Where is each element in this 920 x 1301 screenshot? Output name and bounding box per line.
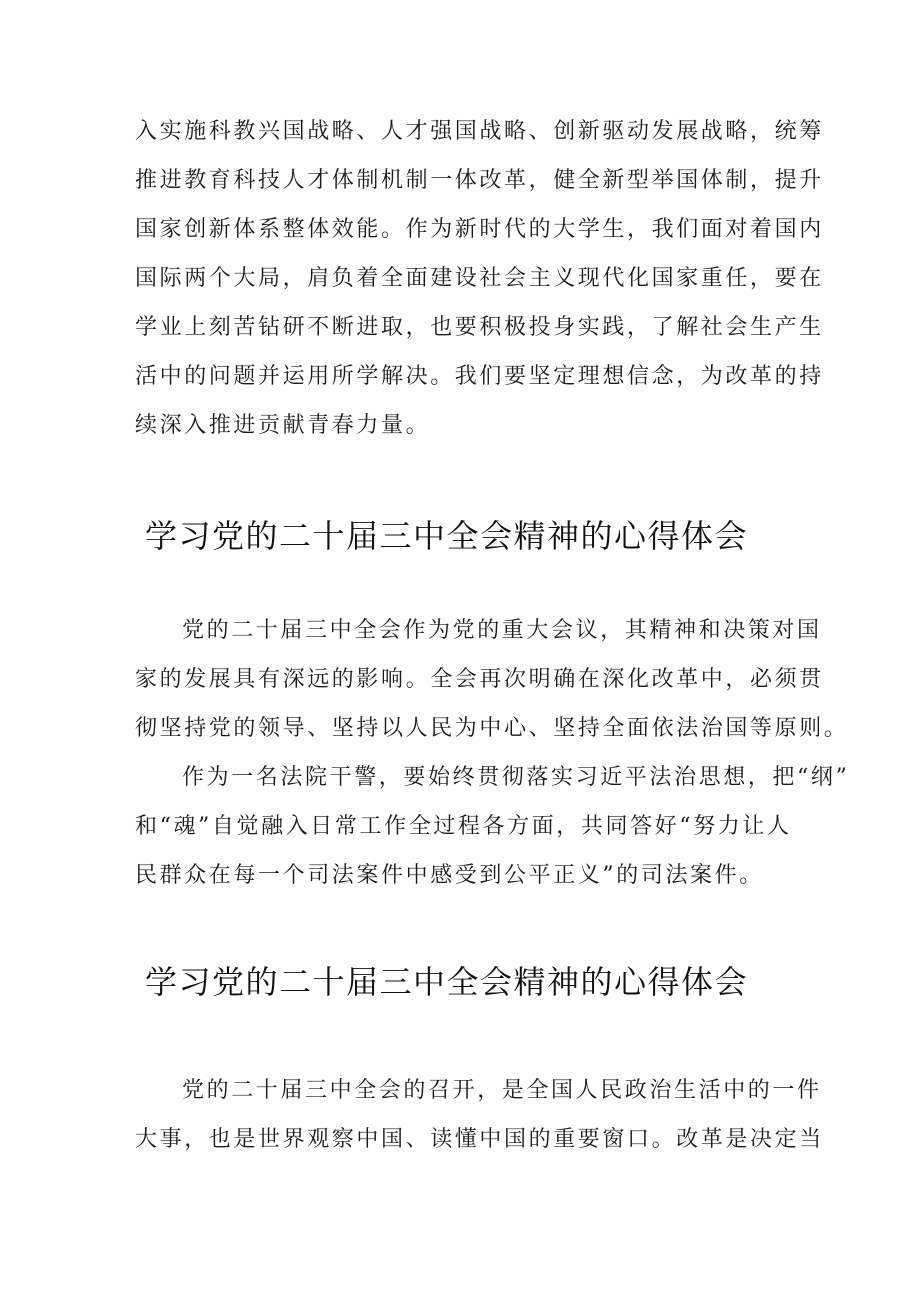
- paragraph-first-line: 作为一名法院干警，要始终贯彻落实习近平法治思想，把“纲”: [182, 765, 850, 790]
- section-heading: 学习党的二十届三中全会精神的心得体会: [145, 963, 749, 1001]
- text-line: 国家创新体系整体效能。作为新时代的大学生，我们面对着国内: [135, 217, 824, 242]
- section-heading: 学习党的二十届三中全会精神的心得体会: [145, 517, 749, 555]
- text-line: 入实施科教兴国战略、人才强国战略、创新驱动发展战略，统筹: [135, 119, 824, 144]
- text-line: 续深入推进贡献青春力量。: [135, 413, 431, 438]
- essay-body: [135, 606, 850, 900]
- text-line: 活中的问题并运用所学解决。我们要坚定理想信念，为改革的持: [135, 364, 824, 389]
- text-line: 民群众在每一个司法案件中感受到公平正义”的司法案件。: [135, 863, 764, 888]
- text-line: 国际两个大局，肩负着全面建设社会主义现代化国家重任，要在: [135, 266, 824, 291]
- text-line: 彻坚持党的领导、坚持以人民为中心、坚持全面依法治国等原则。: [135, 716, 849, 741]
- essay-body: [135, 1066, 824, 1164]
- text-line: 学业上刻苦钻研不断进取，也要积极投身实践，了解社会生产生: [135, 315, 824, 340]
- text-line: 家的发展具有深远的影响。全会再次明确在深化改革中，必须贯: [135, 667, 824, 692]
- text-line: 推进教育科技人才体制机制一体改革，健全新型举国体制，提升: [135, 168, 824, 193]
- paragraph-continued: [135, 107, 824, 450]
- paragraph-first-line: 党的二十届三中全会作为党的重大会议，其精神和决策对国: [182, 618, 822, 643]
- text-line: 和“魂”自觉融入日常工作全过程各方面，共同答好“努力让人: [135, 814, 792, 839]
- paragraph-first-line: 党的二十届三中全会的召开，是全国人民政治生活中的一件: [182, 1078, 822, 1103]
- text-line: 大事，也是世界观察中国、读懂中国的重要窗口。改革是决定当: [135, 1127, 824, 1152]
